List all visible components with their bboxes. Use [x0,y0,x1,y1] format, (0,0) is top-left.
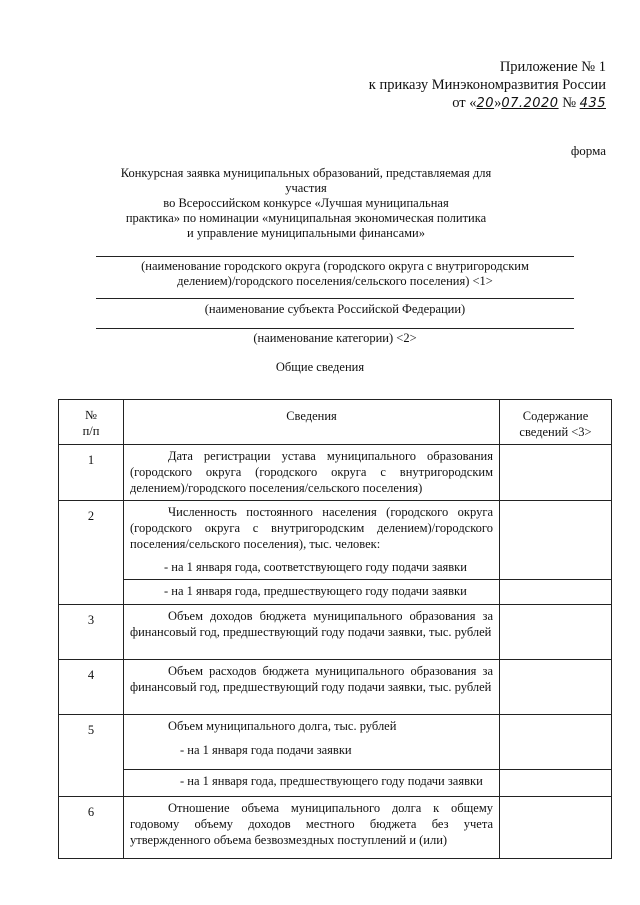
header-info: Сведения [124,400,500,445]
handwritten-order-number: 435 [579,96,606,111]
title-line-1: Конкурсная заявка муниципальных образований, представляемая для участия [120,166,492,195]
row-content-cell[interactable] [500,501,612,580]
row-number: 6 [59,797,124,859]
row-content-cell[interactable] [500,797,612,859]
title-line-3: практика» по номинации «муниципальная экономическая политика [125,211,487,225]
table-subrow [59,580,612,605]
row-number: 2 [59,501,124,605]
subject-fill-line [96,298,574,299]
appendix-header [369,58,606,113]
row-info: Объем расходов бюджета муниципального образования за финансовый год, предшествующий году подачи заявки, тыс. рублей [124,660,500,715]
table-row [59,797,612,859]
appendix-title: Приложение № 1 [499,59,606,75]
row-content-cell[interactable] [500,770,612,797]
category-caption: (наименование категории) <2> [253,331,417,345]
table-subrow [59,770,612,797]
row-info: Объем доходов бюджета муниципального образования за финансовый год, предшествующий году подачи заявки, тыс. рублей [124,605,500,660]
order-date-number: от «20»07.2020 № 435 [452,95,606,111]
form-label: форма [570,143,606,158]
category-fill-line [96,328,574,329]
row-content-cell[interactable] [500,445,612,501]
document-title [100,166,512,241]
row-info: Дата регистрации устава муниципального образования (городского округа (городского округа с внутригородским делением)/городского поселения/сельского поселения) [124,445,500,501]
table-header-row [59,400,612,445]
row-content-cell[interactable] [500,715,612,770]
row-info-sub: - на 1 января года, предшествующего году подачи заявки [124,580,500,605]
handwritten-day: 20 [476,96,495,111]
row-info-sub: - на 1 января года, предшествующего году подачи заявки [124,770,500,797]
row-info: Объем муниципального долга, тыс. рублей - на 1 января года подачи заявки [124,715,500,770]
row-content-cell[interactable] [500,605,612,660]
row-number: 4 [59,660,124,715]
row-number: 1 [59,445,124,501]
general-info-table [58,399,612,859]
municipality-caption: (наименование городского округа (городского округа с внутригородским делением)/городского поселения/сельского поселения) <1> [141,259,529,288]
row-info: Численность постоянного населения (городского округа (городского округа с внутригородским делением)/городского поселения/сельского поселения), тыс. человек: - на 1 января года, соответствующего году подачи заявки [124,501,500,580]
header-content: Содержание сведений <3> [500,400,612,445]
section-subtitle: Общие сведения [275,360,365,374]
handwritten-month-year: 07.2020 [501,96,559,111]
header-number: № п/п [59,400,124,445]
row-number: 5 [59,715,124,797]
table-row [59,605,612,660]
row-info: Отношение объема муниципального долга к общему годовому объему доходов местного бюджета без учета утвержденного объема безвозмездных поступлений и (или) [124,797,500,859]
subject-caption: (наименование субъекта Российской Федерации) [204,302,466,316]
municipality-fill-line [96,256,574,257]
table-row [59,660,612,715]
table-row [59,445,612,501]
row-content-cell[interactable] [500,660,612,715]
title-line-2: во Всероссийском конкурсе «Лучшая муниципальная [163,196,449,210]
table-row [59,501,612,580]
row-content-cell[interactable] [500,580,612,605]
title-line-4: и управление муниципальными финансами» [187,226,425,240]
table-row [59,715,612,770]
row-number: 3 [59,605,124,660]
order-reference: к приказу Минэкономразвития России [368,77,606,93]
